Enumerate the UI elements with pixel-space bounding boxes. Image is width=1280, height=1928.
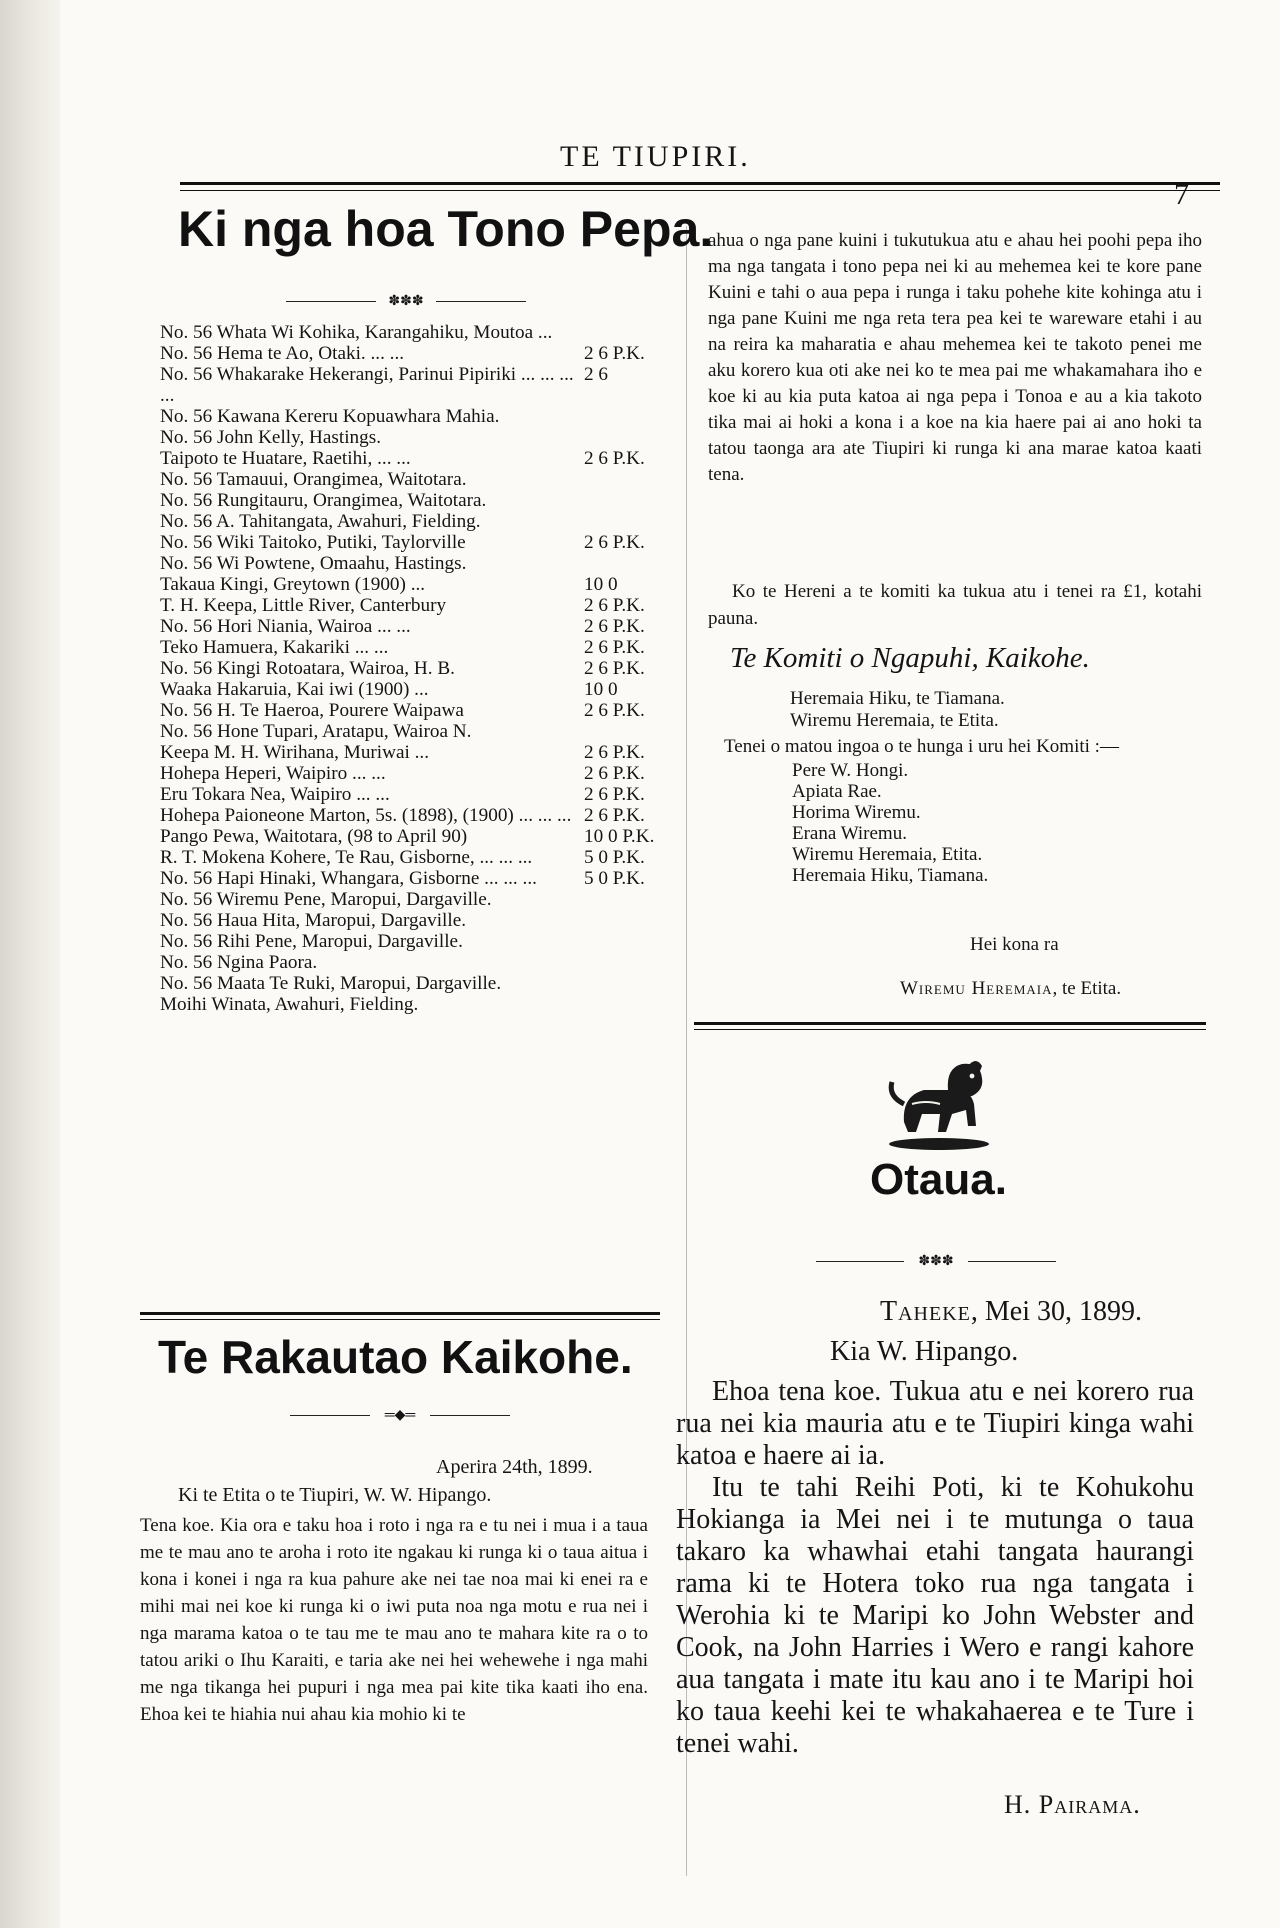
subscriber-name: Hohepa Heperi, Waipiro ... ... xyxy=(160,763,386,784)
komiti-title: Te Komiti o Ngapuhi, Kaikohe. xyxy=(730,642,1090,674)
subscriber-entry xyxy=(160,973,670,994)
subscriber-entry xyxy=(160,763,670,784)
subscriber-amount xyxy=(584,406,670,427)
subscriber-name: No. 56 Whakarake Hekerangi, Parinui Pipiriki ... ... ... ... xyxy=(160,364,574,406)
komiti-closing: Hei kona ra xyxy=(970,934,1059,955)
letter-body: Tena koe. Kia ora e taku hoa i roto i nga ra e tu nei i mua i a taua me te mau ano te aroha i roto ite ngakau ki runga ki o taua aitua i kona i konei i nga ra kua pahure ake nei tae noa mai ki enei ra e mihi mai nei koe ki runga ki o iwi puta noa nga motu e rua nei i nga marama katoa o te tau me te mau ano te mahara kite ra o to tatou ariki o Ihu Karaiti, e taria ake nei hei wehewehe i nga mahi me nga tikanga hei pupuri i nga mea pai kite tika kaati iho ena. Ehoa kei te hiahia nui ahau kia mohio ki te xyxy=(140,1515,648,1725)
subscriber-entry xyxy=(160,784,670,805)
otaua-addressee: Kia W. Hipango. xyxy=(830,1336,1019,1367)
subscriber-entry xyxy=(160,448,670,469)
otaua-dateline xyxy=(880,1296,1142,1328)
subscriber-name: T. H. Keepa, Little River, Canterbury xyxy=(160,595,447,616)
subscriber-name: No. 56 Maata Te Ruki, Maropui, Dargaville. xyxy=(160,973,502,994)
dog-emblem-icon xyxy=(882,1052,996,1152)
subscriber-entry xyxy=(160,847,670,868)
dateline-place: Taheke xyxy=(880,1296,971,1327)
otaua-signature: H. Pairama. xyxy=(1004,1790,1141,1819)
subscriber-amount: 2 6 P.K. xyxy=(584,637,645,658)
subscriber-amount xyxy=(584,973,670,994)
subscriber-entry xyxy=(160,868,670,889)
komiti-members xyxy=(792,760,988,886)
komiti-member: Erana Wiremu. xyxy=(792,823,907,844)
subscriber-name: Hohepa Paioneone Marton, 5s. (1898), (1900) ... ... ... xyxy=(160,805,572,826)
subscriber-name: No. 56 Tamauui, Orangimea, Waitotara. xyxy=(160,469,467,490)
subscriber-amount xyxy=(584,931,670,952)
subscriber-name: Waaka Hakaruia, Kai iwi (1900) ... xyxy=(160,679,429,700)
subscriber-name: No. 56 Hori Niania, Wairoa ... ... xyxy=(160,616,411,637)
komiti-member: Pere W. Hongi. xyxy=(792,760,909,781)
otaua-paragraph-2: Itu te tahi Reihi Poti, ki te Kohukohu Hokianga ia Mei nei i te mutunga o taua takaro ka whawhai etahi tangata haurangi rama ki te Hotera toko rua nga tangata i Werohia ki te Maripi ko John Webster and Cook, na John Harries i Wero e rangi kahore aua tangata i mate itu kau ano i te Maripi hoi ko taua keehi kei te whakahaerea e te Ture i tenei wahi. xyxy=(676,1472,1194,1759)
page-number: 7 xyxy=(1174,178,1189,211)
subscriber-amount xyxy=(584,553,670,574)
subscriber-name: No. 56 Wi Powtene, Omaahu, Hastings. xyxy=(160,553,467,574)
masthead: TE TIUPIRI. xyxy=(560,140,751,173)
subscriber-entry xyxy=(160,574,670,595)
subscriber-name: Taipoto te Huatare, Raetihi, ... ... xyxy=(160,448,411,469)
ornament-divider: ═◆═ xyxy=(290,1410,510,1422)
subscriber-name: No. 56 Kingi Rotoatara, Wairoa, H. B. xyxy=(160,658,455,679)
subscriber-name: No. 56 Haua Hita, Maropui, Dargaville. xyxy=(160,910,467,931)
subscriber-name: Moihi Winata, Awahuri, Fielding. xyxy=(160,994,419,1015)
signature-role: , te Etita. xyxy=(1052,978,1122,999)
subscriber-entry xyxy=(160,469,670,490)
otaua-paragraph-1: Ehoa tena koe. Tukua atu e nei korero rua rua nei kia mauria atu e te Tiupiri kinga wahi katoa e haere ai ia. xyxy=(676,1376,1194,1471)
letter-date: Aperira 24th, 1899. xyxy=(436,1456,593,1478)
subscriber-name: No. 56 H. Te Haeroa, Pourere Waipawa xyxy=(160,700,464,721)
subscriber-entry xyxy=(160,952,670,973)
subscriber-entry xyxy=(160,595,670,616)
page-binding-edge xyxy=(0,0,58,1928)
subscriber-entry xyxy=(160,427,670,448)
subscriber-name: No. 56 Kawana Kereru Kopuawhara Mahia. xyxy=(160,406,500,427)
subscriber-list xyxy=(160,322,670,1015)
subscriber-amount: 10 0 xyxy=(584,574,618,595)
section-rule xyxy=(140,1312,660,1320)
subscriber-entry xyxy=(160,364,670,406)
komiti-member: Horima Wiremu. xyxy=(792,802,921,823)
subscriber-entry xyxy=(160,616,670,637)
subscriber-amount: 2 6 P.K. xyxy=(584,784,645,805)
subscriber-name: Pango Pewa, Waitotara, (98 to April 90) xyxy=(160,826,468,847)
subscriber-name: No. 56 Hema te Ao, Otaki. ... ... xyxy=(160,343,405,364)
subscriber-amount xyxy=(584,469,670,490)
subscriber-entry xyxy=(160,511,670,532)
komiti-secretary: Wiremu Heremaia, te Etita. xyxy=(790,710,999,731)
subscriber-name: No. 56 Rihi Pene, Maropui, Dargaville. xyxy=(160,931,463,952)
subscriber-amount xyxy=(584,952,670,973)
subscriber-amount xyxy=(584,511,670,532)
subscriber-amount xyxy=(584,427,670,448)
subscriber-entry xyxy=(160,490,670,511)
section-title-tono-pepa: Ki nga hoa Tono Pepa. xyxy=(178,201,714,257)
section-title-otaua: Otaua. xyxy=(870,1155,1007,1204)
komiti-member: Apiata Rae. xyxy=(792,781,882,802)
subscriber-entry xyxy=(160,826,670,847)
subscriber-amount xyxy=(584,889,670,910)
komiti-intro: Tenei o matou ingoa o te hunga i uru hei Komiti :— xyxy=(724,736,1119,757)
subscriber-name: Takaua Kingi, Greytown (1900) ... xyxy=(160,574,426,595)
subscriber-name: No. 56 Whata Wi Kohika, Karangahiku, Moutoa ... xyxy=(160,322,553,343)
subscriber-name: No. 56 Hone Tupari, Aratapu, Wairoa N. xyxy=(160,721,472,742)
continuation-body: ahua o nga pane kuini i tukutukua atu e ahau hei poohi pepa iho ma nga tangata i tono pepa nei ki au mehemea kei te kore pane Kuini e tahi o aua pepa i runga i taku pohehe kite kohinga atu i nga pane Kuini me nga reta tera pea kei te wareware etahi i au na reira ka maharatia e ahau mehemea kei te takoto penei me aku korero kua oti ake nei ko te mea pai me whakamahara iho e koe ki au kia puta katoa ai nga pepa i Tonoa e au a kia takoto tika mai ai hoki a kona i a koe na kia haere pai ai ano hoki ta tatou taonga ara ate Tiupiri ki runga ki ana marae katoa kaati tena. xyxy=(708,230,1202,485)
letter-salutation: Ki te Etita o te Tiupiri, W. W. Hipango. xyxy=(178,1484,492,1506)
komiti-signature xyxy=(900,978,1121,1000)
masthead-rule xyxy=(180,182,1220,191)
subscriber-name: Teko Hamuera, Kakariki ... ... xyxy=(160,637,389,658)
subscriber-name: No. 56 John Kelly, Hastings. xyxy=(160,427,382,448)
subscriber-amount: 5 0 P.K. xyxy=(584,847,645,868)
subscriber-amount: 2 6 P.K. xyxy=(584,763,645,784)
subscriber-entry xyxy=(160,658,670,679)
subscriber-amount: 2 6 P.K. xyxy=(584,742,645,763)
subscriber-amount: 2 6 P.K. xyxy=(584,343,645,364)
subscriber-entry xyxy=(160,721,670,742)
section-rule xyxy=(694,1022,1206,1030)
continuation-money: Ko te Hereni a te komiti ka tukua atu i tenei ra £1, kotahi pauna. xyxy=(708,581,1202,629)
subscriber-amount xyxy=(584,910,670,931)
subscriber-amount xyxy=(584,490,670,511)
ornament-divider: ✽✽✽ xyxy=(816,1256,1056,1268)
subscriber-name: No. 56 Hapi Hinaki, Whangara, Gisborne ... ... ... xyxy=(160,868,537,889)
subscriber-entry xyxy=(160,994,670,1015)
subscriber-entry xyxy=(160,931,670,952)
subscriber-entry xyxy=(160,679,670,700)
subscriber-entry xyxy=(160,805,670,826)
subscriber-name: Keepa M. H. Wirihana, Muriwai ... xyxy=(160,742,430,763)
subscriber-entry xyxy=(160,889,670,910)
subscriber-name: No. 56 Wiki Taitoko, Putiki, Taylorville xyxy=(160,532,466,553)
subscriber-amount: 10 0 xyxy=(584,679,618,700)
ornament-divider: ✽✽✽ xyxy=(286,296,526,308)
subscriber-entry xyxy=(160,343,670,364)
subscriber-amount: 2 6 P.K. xyxy=(584,658,645,679)
subscriber-entry xyxy=(160,742,670,763)
subscriber-amount: 2 6 P.K. xyxy=(584,616,645,637)
dateline-date: , Mei 30, 1899. xyxy=(970,1296,1142,1327)
subscriber-entry xyxy=(160,406,670,427)
subscriber-name: No. 56 Ngina Paora. xyxy=(160,952,318,973)
subscriber-entry xyxy=(160,322,670,343)
subscriber-amount xyxy=(584,322,670,343)
subscriber-entry xyxy=(160,637,670,658)
komiti-member: Wiremu Heremaia, Etita. xyxy=(792,844,983,865)
subscriber-entry xyxy=(160,700,670,721)
subscriber-name: Eru Tokara Nea, Waipiro ... ... xyxy=(160,784,390,805)
subscriber-amount: 2 6 xyxy=(584,364,608,385)
subscriber-amount: 5 0 P.K. xyxy=(584,868,645,889)
subscriber-amount: 2 6 P.K. xyxy=(584,448,645,469)
subscriber-entry xyxy=(160,910,670,931)
subscriber-amount: 2 6 P.K. xyxy=(584,532,645,553)
subscriber-name: No. 56 Wiremu Pene, Maropui, Dargaville. xyxy=(160,889,492,910)
subscriber-amount: 2 6 P.K. xyxy=(584,595,645,616)
subscriber-name: No. 56 Rungitauru, Orangimea, Waitotara. xyxy=(160,490,487,511)
subscriber-entry xyxy=(160,553,670,574)
subscriber-amount: 2 6 P.K. xyxy=(584,700,645,721)
subscriber-amount: 2 6 P.K. xyxy=(584,805,645,826)
subscriber-entry xyxy=(160,532,670,553)
subscriber-amount xyxy=(584,994,670,1015)
section-title-rakautao: Te Rakautao Kaikohe. xyxy=(158,1331,633,1383)
subscriber-name: R. T. Mokena Kohere, Te Rau, Gisborne, ... ... ... xyxy=(160,847,533,868)
komiti-member: Heremaia Hiku, Tiamana. xyxy=(792,865,989,886)
signature-name: Wiremu Heremaia xyxy=(900,978,1053,999)
subscriber-amount xyxy=(584,721,670,742)
komiti-chairman: Heremaia Hiku, te Tiamana. xyxy=(790,688,1005,709)
subscriber-name: No. 56 A. Tahitangata, Awahuri, Fielding. xyxy=(160,511,481,532)
subscriber-amount: 10 0 P.K. xyxy=(584,826,655,847)
